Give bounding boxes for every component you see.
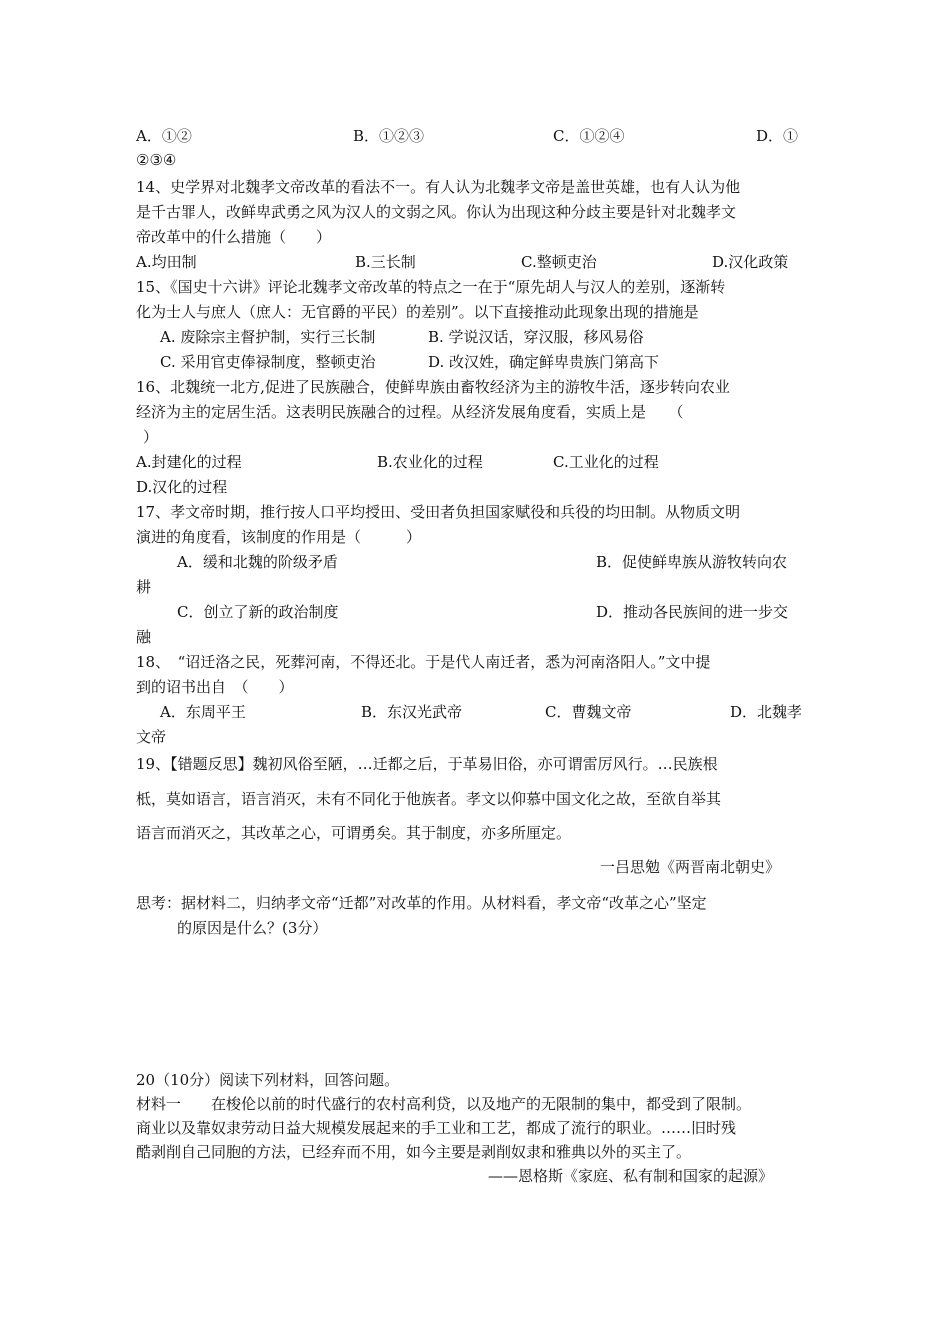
q13-option-c: C．①②④ [553, 127, 625, 145]
q15-stem-line-2: 化为士人与庶人（庶人：无官爵的平民）的差别”。以下直接推动此现象出现的措施是 [136, 303, 699, 321]
q16-option-d: D.汉化的过程 [136, 478, 228, 496]
q17-option-b: B．促使鲜卑族从游牧转向农 [596, 553, 788, 571]
q16-stem-line-2: 经济为主的定居生活。这表明民族融合的过程。从经济发展角度看，实质上是 （ [136, 403, 684, 421]
q16-option-c: C.工业化的过程 [553, 453, 659, 471]
q16-stem-line-3: ） [143, 428, 159, 446]
q20-material-line-2: 商业以及靠奴隶劳动日益大规模发展起来的手工业和工艺，都成了流行的职业。……旧时残 [136, 1119, 737, 1137]
q15-option-b: B. 学说汉话，穿汉服，移风易俗 [428, 328, 644, 346]
q13-option-b: B．①②③ [353, 127, 425, 145]
q14-stem-line-3: 帝改革中的什么措施（ ） [136, 228, 332, 246]
q19-material-line-3: 语言而消灭之，其改革之心，可谓勇矣。其于制度，亦多所厘定。 [136, 824, 572, 842]
q17-stem-line-2: 演进的角度看，该制度的作用是（ ） [136, 528, 422, 546]
q18-option-a: A．东周平王 [160, 703, 246, 721]
q19-question-line-2: 的原因是什么？(3分） [177, 919, 328, 937]
q19-material-line-1: 19、【错题反思】魏初风俗至陋，…迁都之后，于革易旧俗，亦可谓雷厉风行。…民族根 [136, 755, 718, 773]
q19-material-line-2: 柢，莫如语言，语言消灭，未有不同化于他族者。孝文以仰慕中国文化之故，至欲自举其 [136, 790, 722, 808]
q20-material-line-3: 酷剥削自己同胞的方法，已经弃而不用，如今主要是剥削奴隶和雅典以外的买主了。 [136, 1143, 692, 1161]
q18-option-d-continued: 文帝 [136, 728, 167, 746]
q14-option-d: D.汉化政策 [712, 253, 789, 271]
q16-option-a: A.封建化的过程 [136, 453, 242, 471]
q14-option-c: C.整顿吏治 [521, 253, 597, 271]
q15-stem-line-1: 15、《国史十六讲》评论北魏孝文帝改革的特点之一在于“原先胡人与汉人的差别，逐渐转 [136, 278, 726, 296]
q14-option-a: A.均田制 [136, 253, 197, 271]
q18-option-b: B．东汉光武帝 [361, 703, 463, 721]
q16-stem-line-1: 16、北魏统一北方,促进了民族融合，使鲜卑族由畜牧经济为主的游牧牛活，逐步转向农业 [136, 378, 730, 396]
q15-option-c: C. 采用官吏俸禄制度，整顿吏治 [160, 353, 376, 371]
q18-option-d: D．北魏孝 [730, 703, 803, 721]
q14-option-b: B.三长制 [355, 253, 416, 271]
q20-material-line-1: 材料一 在梭伦以前的时代盛行的农村高利贷，以及地产的无限制的集中，都受到了限制。 [136, 1095, 752, 1113]
q20-source: ——恩格斯《家庭、私有制和国家的起源》 [487, 1167, 773, 1185]
q17-option-a: A．缓和北魏的阶级矛盾 [177, 553, 338, 571]
q13-option-d-continued: ②③④ [136, 151, 177, 169]
q17-stem-line-1: 17、孝文帝时期，推行按人口平均授田、受田者负担国家赋役和兵役的均田制。从物质文明 [136, 503, 741, 521]
q17-option-b-continued: 耕 [136, 578, 152, 596]
q13-option-d: D．① [756, 127, 799, 145]
q17-option-d: D．推动各民族间的进一步交 [596, 603, 789, 621]
q14-stem-line-2: 是千古罪人，改鲜卑武勇之风为汉人的文弱之风。你认为出现这种分歧主要是针对北魏孝文 [136, 203, 737, 221]
q19-source: 一吕思勉《两晋南北朝史》 [599, 858, 780, 876]
q13-option-a: A．①② [136, 127, 192, 145]
q18-option-c: C．曹魏文帝 [545, 703, 632, 721]
q17-option-d-continued: 融 [136, 628, 152, 646]
q18-stem-line-2: 到的诏书出自 （ ） [136, 678, 294, 696]
q14-stem-line-1: 14、史学界对北魏孝文帝改革的看法不一。有人认为北魏孝文帝是盖世英雄，也有人认为他 [136, 178, 741, 196]
q17-option-c: C．创立了新的政治制度 [177, 603, 339, 621]
q15-option-a: A. 废除宗主督护制，实行三长制 [160, 328, 376, 346]
q20-heading: 20（10分）阅读下列材料，回答问题。 [136, 1071, 400, 1089]
q16-option-b: B.农业化的过程 [377, 453, 483, 471]
q19-question-line-1: 思考：据材料二，归纳孝文帝“迁都”对改革的作用。从材料看，孝文帝“改革之心”坚定 [136, 894, 707, 912]
q18-stem-line-1: 18、 “诏迁洛之民，死葬河南，不得还北。于是代人南迁者，悉为河南洛阳人。”文中提 [136, 653, 711, 671]
q15-option-d: D. 改汉姓，确定鲜卑贵族门第高下 [428, 353, 660, 371]
